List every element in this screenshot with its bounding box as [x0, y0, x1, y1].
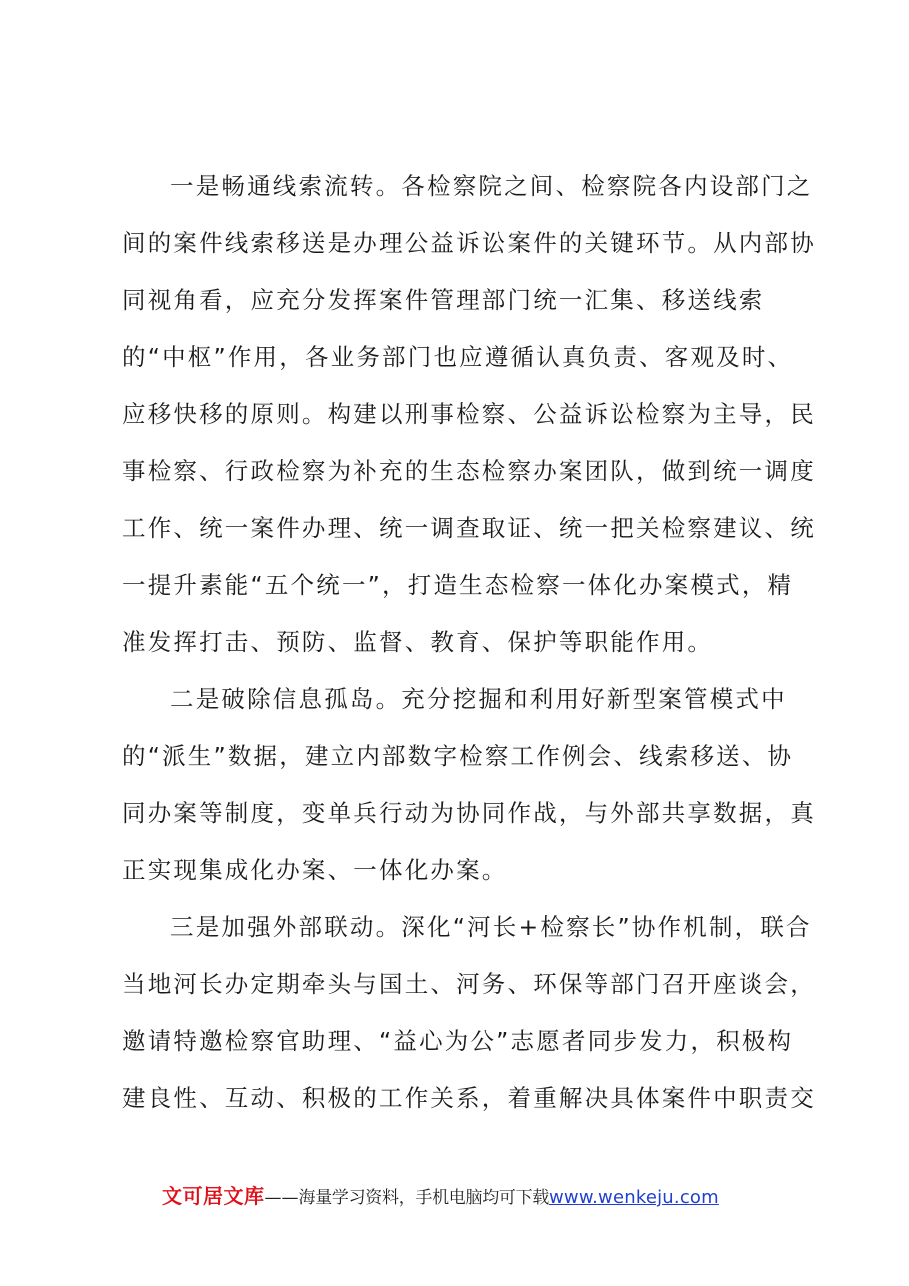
footer-url-link[interactable]: www.wenkeju.com — [549, 1187, 719, 1208]
footer-brand: 文可居文库 — [162, 1184, 265, 1208]
paragraph-3-line-3: 邀请特邀检察官助理、“益心为公”志愿者同步发力，积极构 — [122, 1027, 794, 1055]
paragraph-1-line-5: 应移快移的原则。构建以刑事检察、公益诉讼检察为主导，民 — [122, 400, 816, 428]
paragraph-3-line-1: 三是加强外部联动。深化“河长+检察长”协作机制，联合 — [170, 913, 812, 941]
paragraph-1-line-1: 一是畅通线索流转。各检察院之间、检察院各内设部门之 — [170, 172, 813, 200]
footer-slogan: 海量学习资料，手机电脑均可下载 — [298, 1188, 549, 1208]
paragraph-3-line-2: 当地河长办定期牵头与国土、河务、环保等部门召开座谈会， — [122, 970, 816, 998]
paragraph-2-line-2: 的“派生”数据，建立内部数字检察工作例会、线索移送、协 — [122, 742, 794, 770]
paragraph-2-line-4: 正实现集成化办案、一体化办案。 — [122, 856, 508, 884]
footer — [162, 1182, 719, 1212]
paragraph-3-line-4: 建良性、互动、积极的工作关系，着重解决具体案件中职责交 — [122, 1084, 816, 1112]
paragraph-1-line-3: 同视角看，应充分发挥案件管理部门统一汇集、移送线索 — [122, 286, 765, 314]
paragraph-2-line-1: 二是破除信息孤岛。充分挖掘和利用好新型案管模式中 — [170, 685, 787, 713]
paragraph-1-line-9: 准发挥打击、预防、监督、教育、保护等职能作用。 — [122, 628, 714, 656]
paragraph-1-line-2: 间的案件线索移送是办理公益诉讼案件的关键环节。从内部协 — [122, 229, 816, 257]
paragraph-1-line-4: 的“中枢”作用，各业务部门也应遵循认真负责、客观及时、 — [122, 343, 794, 371]
paragraph-1-line-7: 工作、统一案件办理、统一调查取证、统一把关检察建议、统 — [122, 514, 816, 542]
paragraph-2-line-3: 同办案等制度，变单兵行动为协同作战，与外部共享数据，真 — [122, 799, 816, 827]
paragraph-1-line-8: 一提升素能“五个统一”，打造生态检察一体化办案模式，精 — [122, 571, 794, 599]
paragraph-1-line-6: 事检察、行政检察为补充的生态检察办案团队，做到统一调度 — [122, 457, 816, 485]
footer-dash: —— — [264, 1188, 299, 1208]
